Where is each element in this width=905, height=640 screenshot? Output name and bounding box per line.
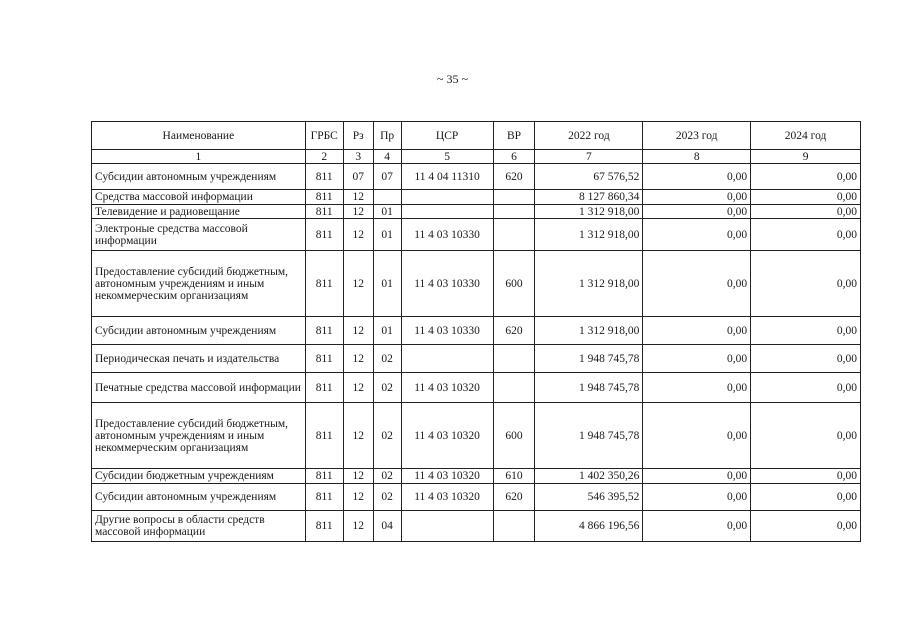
cell-csr: 11 4 03 10320 [401, 403, 493, 469]
header-grbs: ГРБС [305, 122, 343, 150]
cell-pr: 01 [373, 251, 401, 317]
header-2024: 2024 год [751, 122, 861, 150]
index-cell: 6 [493, 150, 535, 164]
budget-table [91, 121, 861, 542]
cell-rz: 12 [343, 219, 373, 251]
header-rz: Рз [343, 122, 373, 150]
cell-name: Предоставление субсидий бюджетным, автономным учреждениям и иным некоммерческим организациям [92, 251, 306, 317]
header-2022: 2022 год [535, 122, 643, 150]
cell-2022: 1 948 745,78 [535, 345, 643, 373]
cell-2022: 8 127 860,34 [535, 190, 643, 205]
cell-grbs: 811 [305, 190, 343, 205]
cell-rz: 07 [343, 164, 373, 190]
cell-csr [401, 205, 493, 219]
cell-vr [493, 345, 535, 373]
cell-csr: 11 4 04 11310 [401, 164, 493, 190]
cell-2023: 0,00 [643, 164, 751, 190]
cell-2024: 0,00 [751, 484, 861, 511]
cell-csr: 11 4 03 10330 [401, 219, 493, 251]
cell-name: Субсидии бюджетным учреждениям [92, 469, 306, 484]
table-row [92, 484, 861, 511]
cell-2023: 0,00 [643, 251, 751, 317]
index-row [92, 150, 861, 164]
page-number: ~ 35 ~ [437, 72, 468, 86]
cell-grbs: 811 [305, 373, 343, 403]
table-row [92, 511, 861, 542]
cell-2024: 0,00 [751, 164, 861, 190]
cell-pr: 02 [373, 345, 401, 373]
cell-name: Субсидии автономным учреждениям [92, 317, 306, 345]
cell-2022: 1 312 918,00 [535, 317, 643, 345]
cell-2024: 0,00 [751, 190, 861, 205]
index-cell: 9 [751, 150, 861, 164]
cell-pr [373, 190, 401, 205]
cell-rz: 12 [343, 251, 373, 317]
cell-vr [493, 219, 535, 251]
index-cell: 2 [305, 150, 343, 164]
cell-vr [493, 205, 535, 219]
cell-2024: 0,00 [751, 469, 861, 484]
cell-grbs: 811 [305, 164, 343, 190]
cell-2023: 0,00 [643, 484, 751, 511]
cell-2022: 1 948 745,78 [535, 373, 643, 403]
cell-2023: 0,00 [643, 469, 751, 484]
cell-csr [401, 511, 493, 542]
cell-2023: 0,00 [643, 345, 751, 373]
cell-name: Электроные средства массовой информации [92, 219, 306, 251]
cell-2024: 0,00 [751, 345, 861, 373]
cell-2022: 1 948 745,78 [535, 403, 643, 469]
cell-rz: 12 [343, 484, 373, 511]
cell-2022: 1 402 350,26 [535, 469, 643, 484]
header-row [92, 122, 861, 150]
cell-pr: 07 [373, 164, 401, 190]
cell-2023: 0,00 [643, 403, 751, 469]
cell-rz: 12 [343, 205, 373, 219]
cell-grbs: 811 [305, 484, 343, 511]
index-cell: 4 [373, 150, 401, 164]
cell-vr: 600 [493, 403, 535, 469]
cell-2023: 0,00 [643, 190, 751, 205]
cell-vr [493, 190, 535, 205]
index-cell: 7 [535, 150, 643, 164]
cell-csr: 11 4 03 10320 [401, 484, 493, 511]
cell-rz: 12 [343, 345, 373, 373]
table-row [92, 205, 861, 219]
header-vr: ВР [493, 122, 535, 150]
table-row [92, 190, 861, 205]
table-row [92, 403, 861, 469]
cell-rz: 12 [343, 373, 373, 403]
table-row [92, 469, 861, 484]
cell-2024: 0,00 [751, 219, 861, 251]
cell-name: Предоставление субсидий бюджетным, автономным учреждениям и иным некоммерческим организациям [92, 403, 306, 469]
cell-name: Телевидение и радиовещание [92, 205, 306, 219]
cell-name: Субсидии автономным учреждениям [92, 164, 306, 190]
cell-2023: 0,00 [643, 373, 751, 403]
cell-vr: 620 [493, 484, 535, 511]
cell-name: Периодическая печать и издательства [92, 345, 306, 373]
cell-rz: 12 [343, 190, 373, 205]
index-cell: 1 [92, 150, 306, 164]
table-body [92, 164, 861, 542]
cell-name: Печатные средства массовой информации [92, 373, 306, 403]
cell-2024: 0,00 [751, 403, 861, 469]
cell-2024: 0,00 [751, 205, 861, 219]
cell-vr: 620 [493, 164, 535, 190]
cell-2023: 0,00 [643, 511, 751, 542]
cell-csr: 11 4 03 10320 [401, 469, 493, 484]
cell-pr: 01 [373, 205, 401, 219]
cell-name: Средства массовой информации [92, 190, 306, 205]
table-row [92, 164, 861, 190]
table-row [92, 345, 861, 373]
cell-vr: 610 [493, 469, 535, 484]
cell-csr [401, 345, 493, 373]
cell-vr [493, 511, 535, 542]
index-cell: 8 [643, 150, 751, 164]
cell-csr: 11 4 03 10320 [401, 373, 493, 403]
cell-name: Субсидии автономным учреждениям [92, 484, 306, 511]
cell-pr: 04 [373, 511, 401, 542]
cell-grbs: 811 [305, 251, 343, 317]
cell-pr: 02 [373, 484, 401, 511]
cell-grbs: 811 [305, 469, 343, 484]
cell-pr: 02 [373, 469, 401, 484]
cell-rz: 12 [343, 317, 373, 345]
cell-2023: 0,00 [643, 219, 751, 251]
cell-pr: 02 [373, 403, 401, 469]
cell-2023: 0,00 [643, 317, 751, 345]
table-row [92, 317, 861, 345]
header-csr: ЦСР [401, 122, 493, 150]
cell-2022: 67 576,52 [535, 164, 643, 190]
cell-2024: 0,00 [751, 251, 861, 317]
header-name: Наименование [92, 122, 306, 150]
cell-pr: 01 [373, 219, 401, 251]
cell-2024: 0,00 [751, 373, 861, 403]
cell-grbs: 811 [305, 511, 343, 542]
cell-vr: 620 [493, 317, 535, 345]
cell-name: Другие вопросы в области средств массовой информации [92, 511, 306, 542]
cell-csr: 11 4 03 10330 [401, 251, 493, 317]
cell-2022: 546 395,52 [535, 484, 643, 511]
cell-2022: 1 312 918,00 [535, 219, 643, 251]
cell-grbs: 811 [305, 219, 343, 251]
table-row [92, 251, 861, 317]
table-row [92, 219, 861, 251]
cell-rz: 12 [343, 511, 373, 542]
header-pr: Пр [373, 122, 401, 150]
cell-grbs: 811 [305, 205, 343, 219]
cell-grbs: 811 [305, 403, 343, 469]
cell-2023: 0,00 [643, 205, 751, 219]
index-cell: 3 [343, 150, 373, 164]
cell-rz: 12 [343, 469, 373, 484]
index-cell: 5 [401, 150, 493, 164]
cell-grbs: 811 [305, 345, 343, 373]
cell-pr: 01 [373, 317, 401, 345]
cell-vr [493, 373, 535, 403]
cell-csr [401, 190, 493, 205]
cell-grbs: 811 [305, 317, 343, 345]
cell-2024: 0,00 [751, 511, 861, 542]
table-row [92, 373, 861, 403]
cell-2022: 4 866 196,56 [535, 511, 643, 542]
cell-csr: 11 4 03 10330 [401, 317, 493, 345]
cell-vr: 600 [493, 251, 535, 317]
cell-2022: 1 312 918,00 [535, 251, 643, 317]
cell-2022: 1 312 918,00 [535, 205, 643, 219]
header-2023: 2023 год [643, 122, 751, 150]
cell-pr: 02 [373, 373, 401, 403]
cell-rz: 12 [343, 403, 373, 469]
cell-2024: 0,00 [751, 317, 861, 345]
